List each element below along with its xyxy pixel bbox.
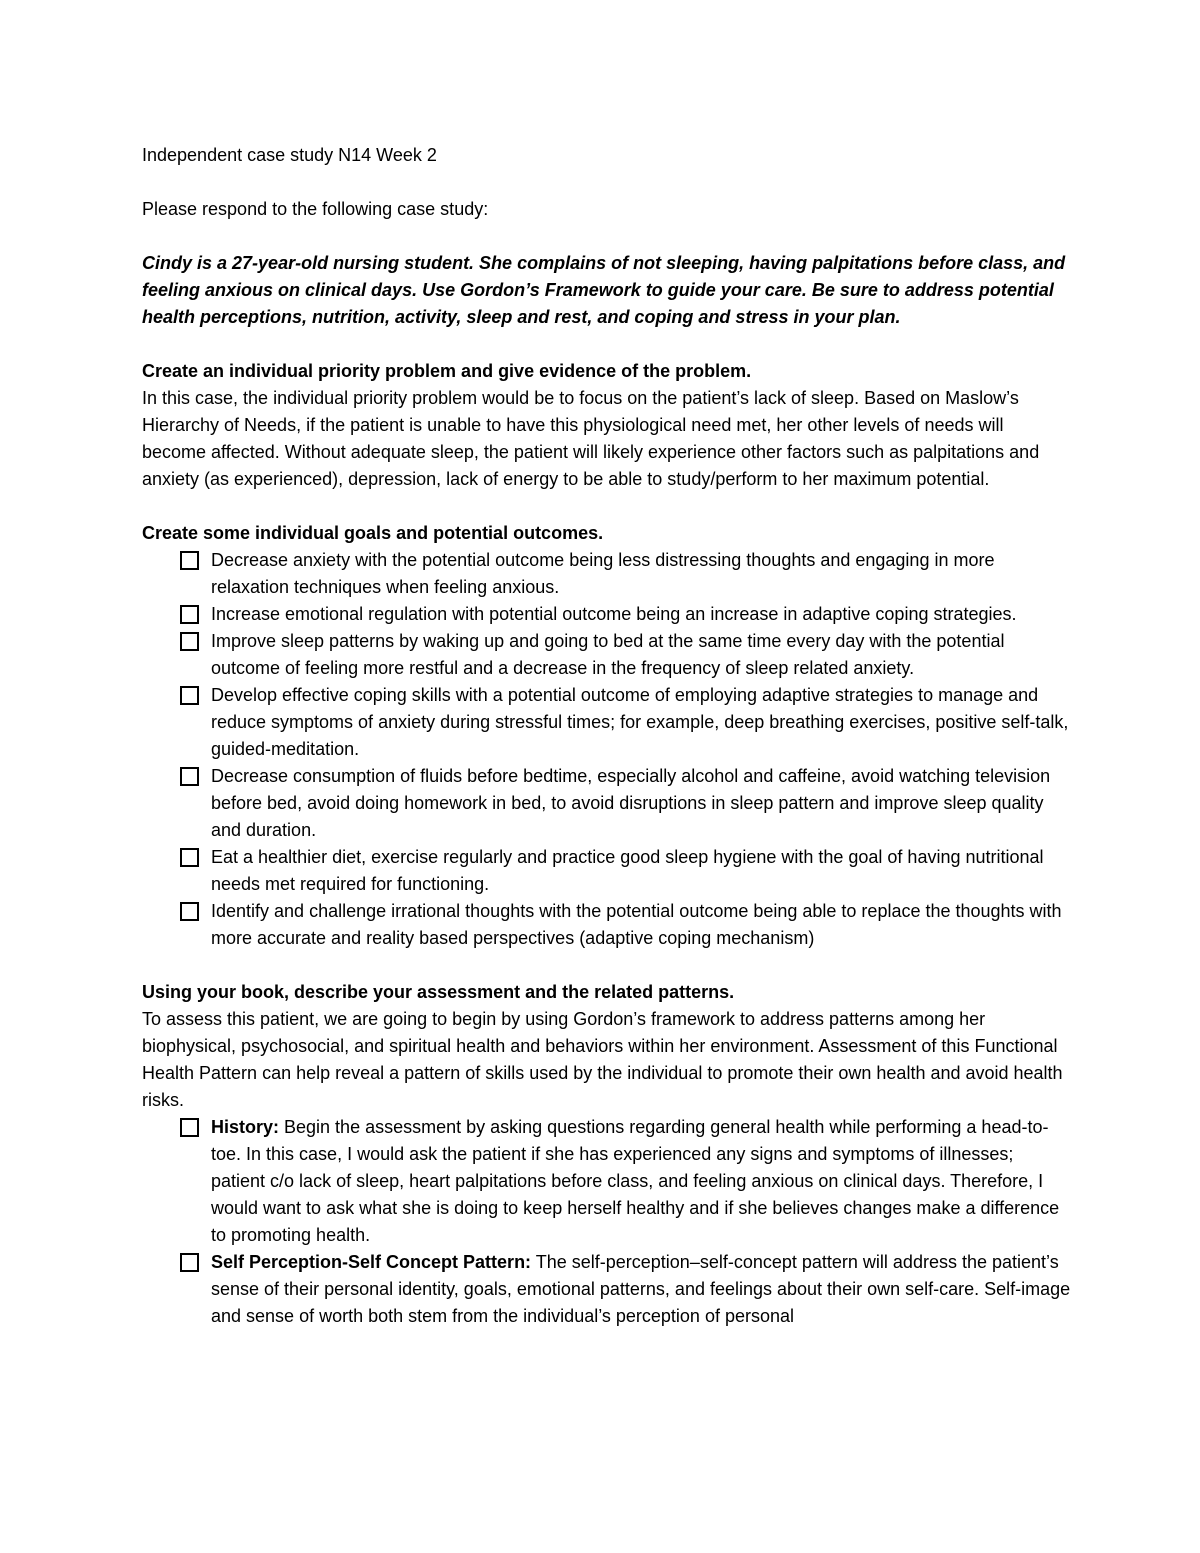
case-intro: Cindy is a 27-year-old nursing student. She complains of not sleeping, having palpitations before class, and feeling anxious on clinical days. Use Gordon’s Framework to guide your care. Be sure to address potential health perceptions, nutrition, activity, sleep and rest, and coping and stress in your plan. <box>142 253 1066 327</box>
checkbox-icon <box>180 902 199 921</box>
assessment-body: To assess this patient, we are going to begin by using Gordon’s framework to address patterns among her biophysical, psychosocial, and spiritual health and behaviors within her environment. Assessment of this Functional Health Pattern can help reveal a pattern of skills used by the individual to promote their own health and avoid health risks. <box>142 1009 1063 1110</box>
checkbox-icon <box>180 1253 199 1272</box>
checkbox-icon <box>180 605 199 624</box>
goal-text: Improve sleep patterns by waking up and going to bed at the same time every day with the potential outcome of feeling more restful and a decrease in the frequency of sleep related anxiety. <box>211 631 1005 678</box>
goal-item <box>142 628 1072 682</box>
checkbox-icon <box>180 551 199 570</box>
assessment-term: History: <box>211 1117 280 1137</box>
assessment-heading: Using your book, describe your assessment and the related patterns. <box>142 982 735 1002</box>
document-page <box>142 142 1072 1330</box>
goal-text: Eat a healthier diet, exercise regularly and practice good sleep hygiene with the goal of having nutritional needs met required for functioning. <box>211 847 1044 894</box>
goal-item <box>142 763 1072 844</box>
assessment-list <box>142 1114 1072 1330</box>
goals-list <box>142 547 1072 952</box>
goal-text: Identify and challenge irrational thoughts with the potential outcome being able to replace the thoughts with more accurate and reality based perspectives (adaptive coping mechanism) <box>211 901 1062 948</box>
goals-heading: Create some individual goals and potential outcomes. <box>142 523 604 543</box>
assessment-item <box>142 1114 1072 1249</box>
assessment-term: Self Perception-Self Concept Pattern: <box>211 1252 532 1272</box>
checkbox-icon <box>180 1118 199 1137</box>
goal-item <box>142 898 1072 952</box>
checkbox-icon <box>180 686 199 705</box>
checkbox-icon <box>180 848 199 867</box>
goal-item <box>142 682 1072 763</box>
goal-item <box>142 547 1072 601</box>
goal-item <box>142 601 1072 628</box>
assessment-text: Begin the assessment by asking questions regarding general health while performing a head-to-toe. In this case, I would ask the patient if she has experienced any signs and symptoms of illnesses; patient c/o lack of sleep, heart palpitations before class, and feeling anxious on clinical days. Therefore, I would want to ask what she is doing to keep herself healthy and if she believes changes make a difference to promoting health. <box>211 1117 1060 1245</box>
priority-problem-body: In this case, the individual priority problem would be to focus on the patient’s lack of sleep. Based on Maslow’s Hierarchy of Needs, if the patient is unable to have this physiological need met, her other levels of needs will become affected. Without adequate sleep, the patient will likely experience other factors such as palpitations and anxiety (as experienced), depression, lack of energy to be able to study/perform to her maximum potential. <box>142 388 1040 489</box>
case-prompt: Please respond to the following case study: <box>142 199 489 219</box>
assessment-text: The self-perception–self-concept pattern will address the patient’s sense of their personal identity, goals, emotional patterns, and feelings about their own self-care. Self-image and sense of worth both stem from the individual’s perception of personal <box>211 1252 1071 1326</box>
goal-text: Develop effective coping skills with a potential outcome of employing adaptive strategies to manage and reduce symptoms of anxiety during stressful times; for example, deep breathing exercises, positive self-talk, guided-meditation. <box>211 685 1069 759</box>
priority-problem-heading: Create an individual priority problem and give evidence of the problem. <box>142 361 752 381</box>
assessment-item <box>142 1249 1072 1330</box>
checkbox-icon <box>180 767 199 786</box>
document-title: Independent case study N14 Week 2 <box>142 145 437 165</box>
checkbox-icon <box>180 632 199 651</box>
goal-item <box>142 844 1072 898</box>
goal-text: Decrease consumption of fluids before bedtime, especially alcohol and caffeine, avoid watching television before bed, avoid doing homework in bed, to avoid disruptions in sleep pattern and improve sleep quality and duration. <box>211 766 1051 840</box>
goal-text: Decrease anxiety with the potential outcome being less distressing thoughts and engaging in more relaxation techniques when feeling anxious. <box>211 550 995 597</box>
goal-text: Increase emotional regulation with potential outcome being an increase in adaptive coping strategies. <box>211 604 1017 624</box>
